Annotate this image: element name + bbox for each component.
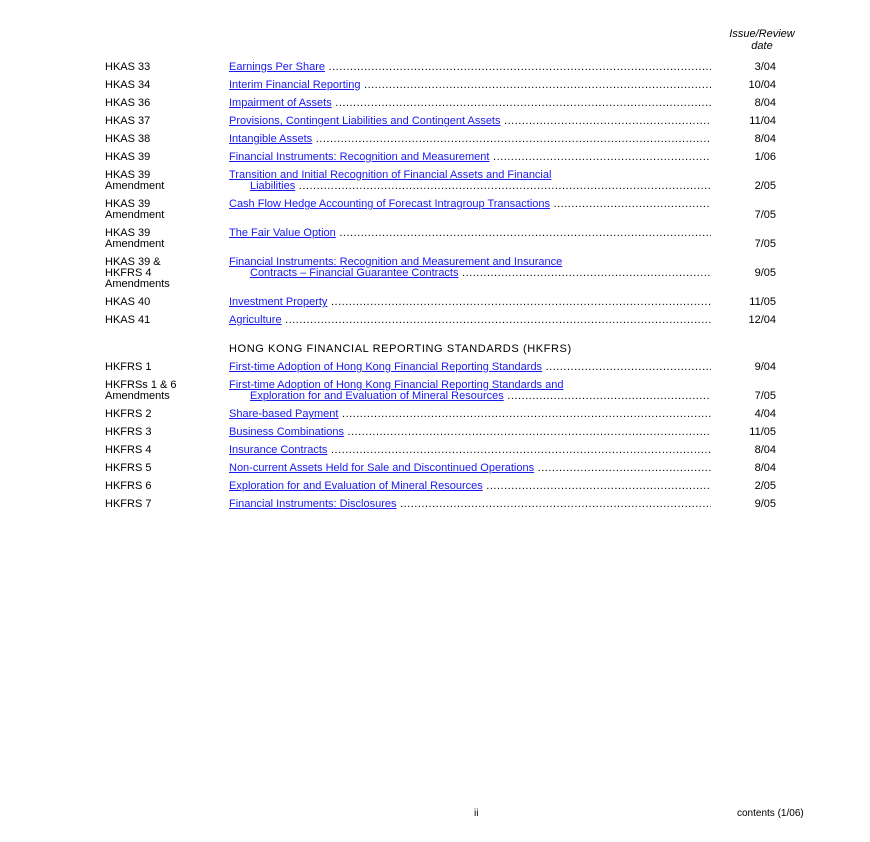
standard-title-link[interactable]: Insurance Contracts bbox=[229, 445, 328, 456]
standard-code-line: HKAS 41 bbox=[105, 314, 151, 326]
standard-code bbox=[105, 170, 225, 192]
standard-code bbox=[105, 152, 225, 163]
issue-date: 9/05 bbox=[754, 498, 776, 510]
issue-review-date-header bbox=[700, 28, 824, 52]
standard-title-link[interactable]: Exploration for and Evaluation of Mineral Resources bbox=[229, 481, 483, 492]
standard-title-link[interactable]: Transition and Initial Recognition of Financial Assets and Financial bbox=[229, 170, 552, 181]
standard-code bbox=[105, 134, 225, 145]
standard-code bbox=[105, 427, 225, 438]
standard-title bbox=[229, 62, 711, 73]
issue-date: 4/04 bbox=[754, 408, 776, 420]
standard-title bbox=[229, 297, 711, 308]
standard-title bbox=[229, 199, 711, 210]
standard-code bbox=[105, 362, 225, 373]
title-line bbox=[229, 80, 711, 91]
issue-date: 9/05 bbox=[754, 267, 776, 279]
title-line bbox=[229, 134, 711, 145]
standard-code-line: HKAS 34 bbox=[105, 79, 151, 91]
standard-code-line: HKFRS 3 bbox=[105, 426, 152, 438]
standard-code bbox=[105, 499, 225, 510]
standard-title-link[interactable]: First-time Adoption of Hong Kong Financial Reporting Standards and bbox=[229, 380, 564, 391]
title-line bbox=[229, 181, 711, 192]
standard-title bbox=[229, 116, 711, 127]
standard-code bbox=[105, 315, 225, 326]
standard-code-line: HKAS 40 bbox=[105, 296, 151, 308]
standard-code-line: HKAS 37 bbox=[105, 115, 151, 127]
issue-date: 7/05 bbox=[754, 209, 776, 221]
standard-title-link[interactable]: Agriculture bbox=[229, 315, 282, 326]
standard-title bbox=[229, 499, 711, 510]
footer-contents-label: contents (1/06) bbox=[737, 808, 804, 819]
standard-title-link[interactable]: Financial Instruments: Recognition and Measurement and Insurance bbox=[229, 257, 563, 268]
standard-code-line: HKFRSs 1 & 6 bbox=[105, 379, 177, 391]
standard-code bbox=[105, 80, 225, 91]
title-line bbox=[229, 380, 711, 391]
standard-title-link[interactable]: Liabilities bbox=[250, 181, 296, 192]
standard-title bbox=[229, 315, 711, 326]
standard-title-link[interactable]: First-time Adoption of Hong Kong Financial Reporting Standards bbox=[229, 362, 543, 373]
issue-date: 11/05 bbox=[749, 296, 776, 308]
title-line bbox=[229, 297, 711, 308]
standard-title bbox=[229, 380, 711, 402]
standard-title bbox=[229, 98, 711, 109]
standard-code bbox=[105, 116, 225, 127]
standard-code bbox=[105, 409, 225, 420]
title-line bbox=[229, 315, 711, 326]
standard-title-link[interactable]: Non-current Assets Held for Sale and Discontinued Operations bbox=[229, 463, 535, 474]
issue-date: 3/04 bbox=[754, 61, 776, 73]
standard-title bbox=[229, 152, 711, 163]
standard-code bbox=[105, 445, 225, 456]
standard-title-link[interactable]: Investment Property bbox=[229, 297, 328, 308]
standard-code bbox=[105, 199, 225, 221]
title-line bbox=[229, 152, 711, 163]
standard-title-link[interactable]: Share-based Payment bbox=[229, 409, 339, 420]
standard-title bbox=[229, 228, 711, 239]
standard-code-line: HKFRS 5 bbox=[105, 462, 152, 474]
issue-date: 8/04 bbox=[754, 462, 776, 474]
title-line bbox=[229, 257, 711, 268]
standard-title bbox=[229, 445, 711, 456]
issue-date: 10/04 bbox=[748, 79, 776, 91]
title-line bbox=[229, 409, 711, 420]
standard-code bbox=[105, 228, 225, 250]
standard-title-link[interactable]: Financial Instruments: Disclosures bbox=[229, 499, 397, 510]
title-line bbox=[229, 445, 711, 456]
title-line bbox=[229, 170, 711, 181]
issue-date: 8/04 bbox=[754, 97, 776, 109]
title-line bbox=[229, 228, 711, 239]
page-number: ii bbox=[474, 808, 479, 819]
title-line bbox=[229, 62, 711, 73]
standard-code-line: HKAS 39 & bbox=[105, 256, 161, 268]
standard-title bbox=[229, 427, 711, 438]
title-line bbox=[229, 116, 711, 127]
standard-title bbox=[229, 463, 711, 474]
issue-date: 2/05 bbox=[754, 480, 776, 492]
standard-code-line: Amendments bbox=[105, 390, 170, 402]
title-line bbox=[229, 362, 711, 373]
standard-code bbox=[105, 380, 225, 402]
standard-code bbox=[105, 297, 225, 308]
standard-code-line: HKFRS 7 bbox=[105, 498, 152, 510]
issue-date: 7/05 bbox=[754, 390, 776, 402]
title-line bbox=[229, 391, 711, 402]
issue-date: 7/05 bbox=[754, 238, 776, 250]
standard-title-link[interactable]: Earnings Per Share bbox=[229, 62, 325, 73]
standard-code-line: Amendment bbox=[105, 238, 165, 250]
standard-code-line: HKAS 33 bbox=[105, 61, 151, 73]
standard-code bbox=[105, 257, 225, 290]
issue-date: 8/04 bbox=[754, 133, 776, 145]
standard-code-line: HKAS 39 bbox=[105, 151, 151, 163]
standard-code-line: HKAS 39 bbox=[105, 198, 151, 210]
title-line bbox=[229, 481, 711, 492]
standard-title bbox=[229, 170, 711, 192]
standard-title-link[interactable]: Impairment of Assets bbox=[229, 98, 332, 109]
standard-code-line: Amendments bbox=[105, 278, 170, 290]
issue-date: 9/04 bbox=[754, 361, 776, 373]
standard-title-link[interactable]: Cash Flow Hedge Accounting of Forecast Intragroup Transactions bbox=[229, 199, 551, 210]
hkfrs-section-heading: HONG KONG FINANCIAL REPORTING STANDARDS (HKFRS) bbox=[229, 343, 572, 355]
title-line bbox=[229, 499, 711, 510]
issue-date: 11/04 bbox=[749, 115, 776, 127]
standard-code-line: HKFRS 4 bbox=[105, 267, 152, 279]
issue-date: 2/05 bbox=[754, 180, 776, 192]
standard-code-line: Amendment bbox=[105, 209, 165, 221]
standard-title-link[interactable]: Exploration for and Evaluation of Mineral Resources bbox=[250, 391, 504, 402]
standard-code-line: HKFRS 6 bbox=[105, 480, 152, 492]
standard-code-line: Amendment bbox=[105, 180, 165, 192]
standard-code-line: HKFRS 2 bbox=[105, 408, 152, 420]
standard-code bbox=[105, 481, 225, 492]
standard-title bbox=[229, 134, 711, 145]
standard-code-line: HKFRS 4 bbox=[105, 444, 152, 456]
standard-title-link[interactable]: Business Combinations bbox=[229, 427, 344, 438]
standard-title-link[interactable]: Interim Financial Reporting bbox=[229, 80, 361, 91]
standard-code-line: HKAS 39 bbox=[105, 169, 151, 181]
title-line bbox=[229, 199, 711, 210]
title-line bbox=[229, 463, 711, 474]
issue-date: 1/06 bbox=[754, 151, 776, 163]
issue-date: 12/04 bbox=[748, 314, 776, 326]
standard-code bbox=[105, 62, 225, 73]
issue-review-header-line1: Issue/Review bbox=[729, 28, 795, 40]
standard-code-line: HKFRS 1 bbox=[105, 361, 152, 373]
standard-title-link[interactable]: Provisions, Contingent Liabilities and Contingent Assets bbox=[229, 116, 501, 127]
standard-title-link[interactable]: Intangible Assets bbox=[229, 134, 313, 145]
standard-code-line: HKAS 36 bbox=[105, 97, 151, 109]
standard-title-link[interactable]: Contracts – Financial Guarantee Contracts bbox=[250, 268, 459, 279]
standard-title bbox=[229, 409, 711, 420]
standard-code bbox=[105, 463, 225, 474]
issue-review-header-line2: date bbox=[751, 40, 773, 52]
title-line bbox=[229, 427, 711, 438]
standard-title bbox=[229, 80, 711, 91]
standard-code-line: HKAS 38 bbox=[105, 133, 151, 145]
title-line bbox=[229, 268, 711, 279]
standard-title bbox=[229, 362, 711, 373]
issue-date: 8/04 bbox=[754, 444, 776, 456]
standard-code bbox=[105, 98, 225, 109]
issue-date: 11/05 bbox=[749, 426, 776, 438]
standard-title bbox=[229, 257, 711, 279]
title-line bbox=[229, 98, 711, 109]
standard-title-link[interactable]: The Fair Value Option bbox=[229, 228, 336, 239]
standard-code-line: HKAS 39 bbox=[105, 227, 151, 239]
standard-title-link[interactable]: Financial Instruments: Recognition and Measurement bbox=[229, 152, 490, 163]
standard-title bbox=[229, 481, 711, 492]
